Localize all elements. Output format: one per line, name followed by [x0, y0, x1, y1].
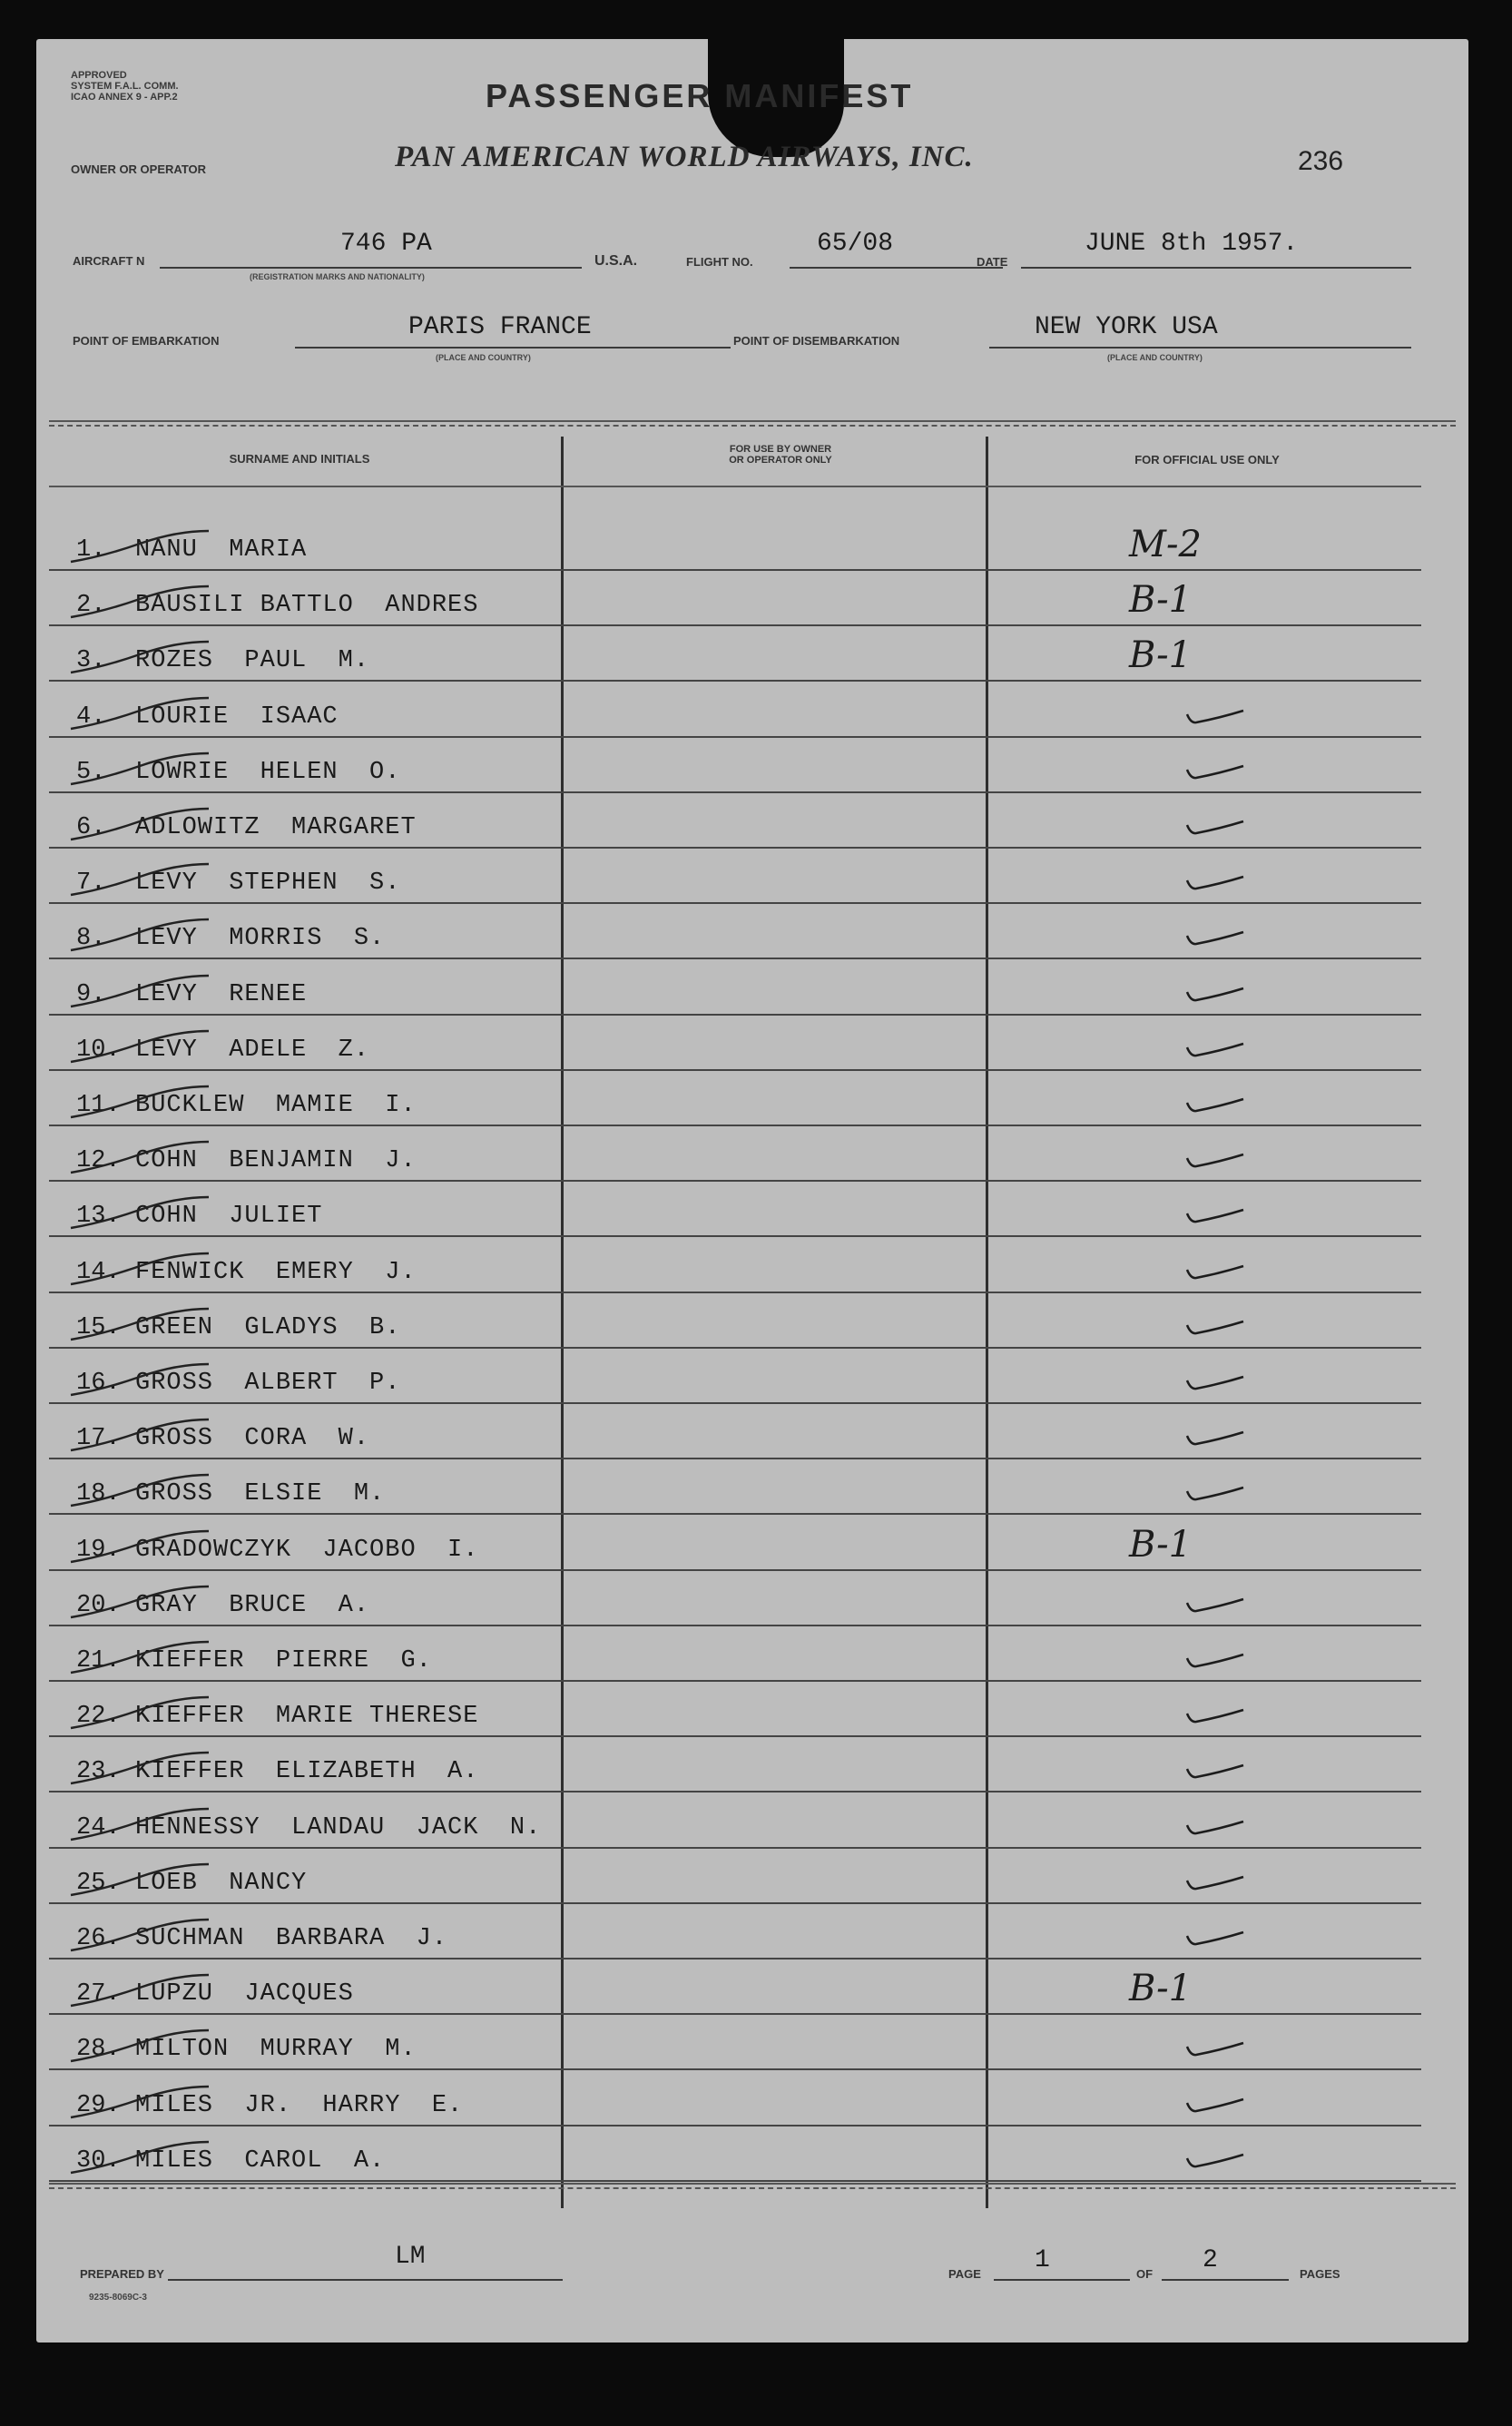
passenger-name: LOEB NANCY — [135, 1869, 308, 1897]
check-mark-icon — [1183, 1818, 1247, 1838]
check-mark-icon — [1183, 2096, 1247, 2116]
table-row — [49, 1069, 1421, 1126]
strike-mark — [67, 1473, 212, 1509]
row-number: 30. — [76, 2146, 121, 2175]
page-underline — [994, 2279, 1130, 2281]
prepared-underline — [168, 2279, 563, 2281]
table-row — [49, 1569, 1421, 1626]
row-number: 14. — [76, 1258, 121, 1286]
table-row — [49, 1125, 1421, 1182]
table-row — [49, 847, 1421, 904]
row-number: 15. — [76, 1313, 121, 1341]
check-mark-icon — [1183, 1373, 1247, 1393]
passenger-name: GRADOWCZYK JACOBO I. — [135, 1536, 479, 1564]
strike-mark — [67, 1640, 212, 1676]
passenger-name: LEVY STEPHEN S. — [135, 869, 401, 898]
strike-mark — [67, 529, 212, 565]
passenger-name: MILTON MURRAY M. — [135, 2036, 417, 2064]
of-label: OF — [1136, 2267, 1154, 2281]
check-mark-icon — [1183, 873, 1247, 893]
table-row — [49, 1402, 1421, 1459]
check-mark-icon — [1183, 1318, 1247, 1338]
table-row — [49, 1236, 1421, 1293]
table-row — [49, 1902, 1421, 1959]
check-mark-icon — [1183, 1873, 1247, 1893]
check-mark-icon — [1183, 1929, 1247, 1949]
table-top-rule — [49, 420, 1456, 427]
table-row — [49, 1680, 1421, 1737]
check-mark-icon — [1183, 2039, 1247, 2059]
row-number: 4. — [76, 702, 106, 731]
header-underline — [49, 486, 1421, 487]
strike-mark — [67, 2028, 212, 2065]
passenger-name: HENNESSY LANDAU JACK N. — [135, 1813, 542, 1842]
table-row — [49, 2125, 1421, 2182]
strike-mark — [67, 2085, 212, 2121]
passenger-name: COHN JULIET — [135, 1203, 323, 1231]
passenger-name: KIEFFER MARIE THERESE — [135, 1703, 479, 1731]
check-mark-icon — [1183, 1095, 1247, 1115]
manifest-sheet — [36, 39, 1468, 2343]
row-number: 21. — [76, 1647, 121, 1675]
check-mark-icon — [1183, 2151, 1247, 2171]
strike-mark — [67, 1973, 212, 2009]
disembarkation-underline — [989, 347, 1411, 349]
passenger-name: GRAY BRUCE A. — [135, 1591, 370, 1619]
passenger-name: LOURIE ISAAC — [135, 702, 339, 731]
strike-mark — [67, 974, 212, 1010]
check-mark-icon — [1183, 1429, 1247, 1449]
row-number: 10. — [76, 1036, 121, 1064]
passenger-name: BUCKLEW MAMIE I. — [135, 1092, 417, 1119]
strike-mark — [67, 696, 212, 732]
disembarkation-value: NEW YORK USA — [1035, 313, 1218, 341]
aircraft-label: AIRCRAFT N — [73, 254, 145, 268]
strike-mark — [67, 1252, 212, 1288]
usa-label: U.S.A. — [594, 253, 638, 269]
table-row — [49, 1514, 1421, 1571]
check-mark-icon — [1183, 707, 1247, 727]
page-label: PAGE — [948, 2267, 981, 2281]
col-header-surname: SURNAME AND INITIALS — [229, 452, 370, 466]
approval-note: APPROVED SYSTEM F.A.L. COMM. ICAO ANNEX 9 - APP.2 — [71, 70, 179, 103]
row-number: 11. — [76, 1092, 121, 1119]
total-pages: 2 — [1203, 2246, 1218, 2274]
passenger-name: MILES JR. HARRY E. — [135, 2091, 464, 2119]
embarkation-sublabel: (PLACE AND COUNTRY) — [436, 353, 531, 362]
form-number: 9235-8069C-3 — [89, 2293, 147, 2303]
row-number: 2. — [76, 592, 106, 620]
passenger-name: KIEFFER ELIZABETH A. — [135, 1758, 479, 1786]
strike-mark — [67, 1307, 212, 1343]
passenger-name: GREEN GLADYS B. — [135, 1313, 401, 1341]
table-row — [49, 958, 1421, 1016]
strike-mark — [67, 1918, 212, 1954]
strike-mark — [67, 807, 212, 843]
passenger-name: KIEFFER PIERRE G. — [135, 1647, 432, 1675]
flight-label: FLIGHT NO. — [686, 255, 753, 269]
strike-mark — [67, 1807, 212, 1843]
airline-name: PAN AMERICAN WORLD AIRWAYS, INC. — [395, 141, 974, 173]
row-number: 3. — [76, 647, 106, 675]
page-title: PASSENGER MANIFEST — [486, 77, 914, 114]
strike-mark — [67, 1195, 212, 1232]
row-number: 12. — [76, 1147, 121, 1175]
passenger-name: COHN BENJAMIN J. — [135, 1147, 417, 1175]
row-number: 26. — [76, 1925, 121, 1952]
table-row — [49, 681, 1421, 738]
table-row — [49, 514, 1421, 571]
check-mark-icon — [1183, 1484, 1247, 1504]
row-number: 19. — [76, 1536, 121, 1564]
passenger-name: GROSS CORA W. — [135, 1425, 370, 1453]
strike-mark — [67, 1751, 212, 1787]
strike-mark — [67, 1085, 212, 1121]
passenger-name: BAUSILI BATTLO ANDRES — [135, 592, 479, 620]
check-mark-icon — [1183, 762, 1247, 782]
table-row — [49, 1792, 1421, 1849]
table-row — [49, 791, 1421, 849]
row-number: 16. — [76, 1370, 121, 1397]
strike-mark — [67, 584, 212, 621]
passenger-name: FENWICK EMERY J. — [135, 1258, 417, 1286]
strike-mark — [67, 1695, 212, 1732]
passenger-name: SUCHMAN BARBARA J. — [135, 1925, 448, 1952]
col-header-owner: FOR USE BY OWNER OR OPERATOR ONLY — [729, 444, 832, 466]
passenger-name: LUPZU JACQUES — [135, 1980, 354, 2009]
strike-mark — [67, 2140, 212, 2176]
row-number: 28. — [76, 2036, 121, 2064]
strike-mark — [67, 1029, 212, 1066]
strike-mark — [67, 1862, 212, 1899]
official-code: B-1 — [1129, 1968, 1193, 2010]
check-mark-icon — [1183, 1596, 1247, 1616]
table-row — [49, 736, 1421, 793]
document-number: 236 — [1298, 146, 1344, 176]
strike-mark — [67, 1362, 212, 1399]
check-mark-icon — [1183, 928, 1247, 948]
passenger-name: LOWRIE HELEN O. — [135, 758, 401, 786]
pages-label: PAGES — [1300, 2267, 1340, 2281]
date-value: JUNE 8th 1957. — [1085, 230, 1299, 258]
owner-label: OWNER OR OPERATOR — [71, 162, 207, 176]
flight-underline — [790, 267, 1003, 269]
embarkation-label: POINT OF EMBARKATION — [73, 334, 220, 348]
disembarkation-sublabel: (PLACE AND COUNTRY) — [1107, 353, 1203, 362]
aircraft-value: 746 PA — [340, 230, 432, 258]
table-row — [49, 1458, 1421, 1515]
col-header-official: FOR OFFICIAL USE ONLY — [1134, 453, 1280, 467]
passenger-name: GROSS ELSIE M. — [135, 1480, 386, 1508]
row-number: 18. — [76, 1480, 121, 1508]
check-mark-icon — [1183, 818, 1247, 838]
check-mark-icon — [1183, 1706, 1247, 1726]
check-mark-icon — [1183, 1040, 1247, 1060]
row-number: 23. — [76, 1758, 121, 1786]
table-row — [49, 624, 1421, 682]
date-underline — [1021, 267, 1411, 269]
passenger-name: LEVY ADELE Z. — [135, 1036, 370, 1064]
passenger-name: GROSS ALBERT P. — [135, 1370, 401, 1397]
row-number: 24. — [76, 1813, 121, 1842]
strike-mark — [67, 918, 212, 954]
passenger-name: MILES CAROL A. — [135, 2146, 386, 2175]
table-row — [49, 1180, 1421, 1237]
row-number: 5. — [76, 758, 106, 786]
row-number: 8. — [76, 925, 106, 953]
row-number: 17. — [76, 1425, 121, 1453]
passenger-name: LEVY MORRIS S. — [135, 925, 386, 953]
table-row — [49, 1735, 1421, 1792]
strike-mark — [67, 1529, 212, 1566]
prepared-value: LM — [395, 2243, 426, 2271]
strike-mark — [67, 1585, 212, 1621]
row-number: 9. — [76, 980, 106, 1008]
table-row — [49, 2013, 1421, 2070]
table-row — [49, 569, 1421, 626]
strike-mark — [67, 862, 212, 899]
row-number: 1. — [76, 536, 106, 564]
embarkation-value: PARIS FRANCE — [408, 313, 592, 341]
table-row — [49, 1292, 1421, 1349]
strike-mark — [67, 1140, 212, 1176]
total-underline — [1162, 2279, 1289, 2281]
flight-value: 65/08 — [817, 230, 894, 258]
row-number: 20. — [76, 1591, 121, 1619]
table-row — [49, 2069, 1421, 2126]
row-number: 6. — [76, 814, 106, 841]
page-number: 1 — [1035, 2246, 1050, 2274]
passenger-name: ADLOWITZ MARGARET — [135, 814, 417, 841]
row-number: 25. — [76, 1869, 121, 1897]
official-code: M-2 — [1129, 524, 1202, 565]
official-code: B-1 — [1129, 579, 1193, 622]
table-row — [49, 1847, 1421, 1904]
embarkation-underline — [295, 347, 731, 349]
strike-mark — [67, 751, 212, 788]
row-number: 13. — [76, 1203, 121, 1231]
passenger-name: NANU MARIA — [135, 536, 308, 564]
check-mark-icon — [1183, 1206, 1247, 1226]
table-row — [49, 1958, 1421, 2015]
table-bottom-rule — [49, 2183, 1456, 2189]
table-row — [49, 902, 1421, 959]
strike-mark — [67, 1418, 212, 1454]
table-row — [49, 1347, 1421, 1404]
aircraft-underline — [160, 267, 582, 269]
check-mark-icon — [1183, 1651, 1247, 1671]
passenger-name: ROZES PAUL M. — [135, 647, 370, 675]
row-number: 29. — [76, 2091, 121, 2119]
official-code: B-1 — [1129, 1523, 1193, 1566]
check-mark-icon — [1183, 1151, 1247, 1171]
table-row — [49, 1014, 1421, 1071]
date-label: DATE — [977, 255, 1008, 269]
check-mark-icon — [1183, 985, 1247, 1005]
disembarkation-label: POINT OF DISEMBARKATION — [733, 334, 900, 348]
check-mark-icon — [1183, 1762, 1247, 1782]
official-code: B-1 — [1129, 634, 1193, 677]
row-number: 27. — [76, 1980, 121, 2009]
strike-mark — [67, 640, 212, 676]
check-mark-icon — [1183, 1262, 1247, 1282]
aircraft-sublabel: (REGISTRATION MARKS AND NATIONALITY) — [250, 272, 425, 281]
passenger-name: LEVY RENEE — [135, 980, 308, 1008]
prepared-label: PREPARED BY — [80, 2267, 164, 2281]
table-row — [49, 1625, 1421, 1682]
row-number: 7. — [76, 869, 106, 898]
row-number: 22. — [76, 1703, 121, 1731]
